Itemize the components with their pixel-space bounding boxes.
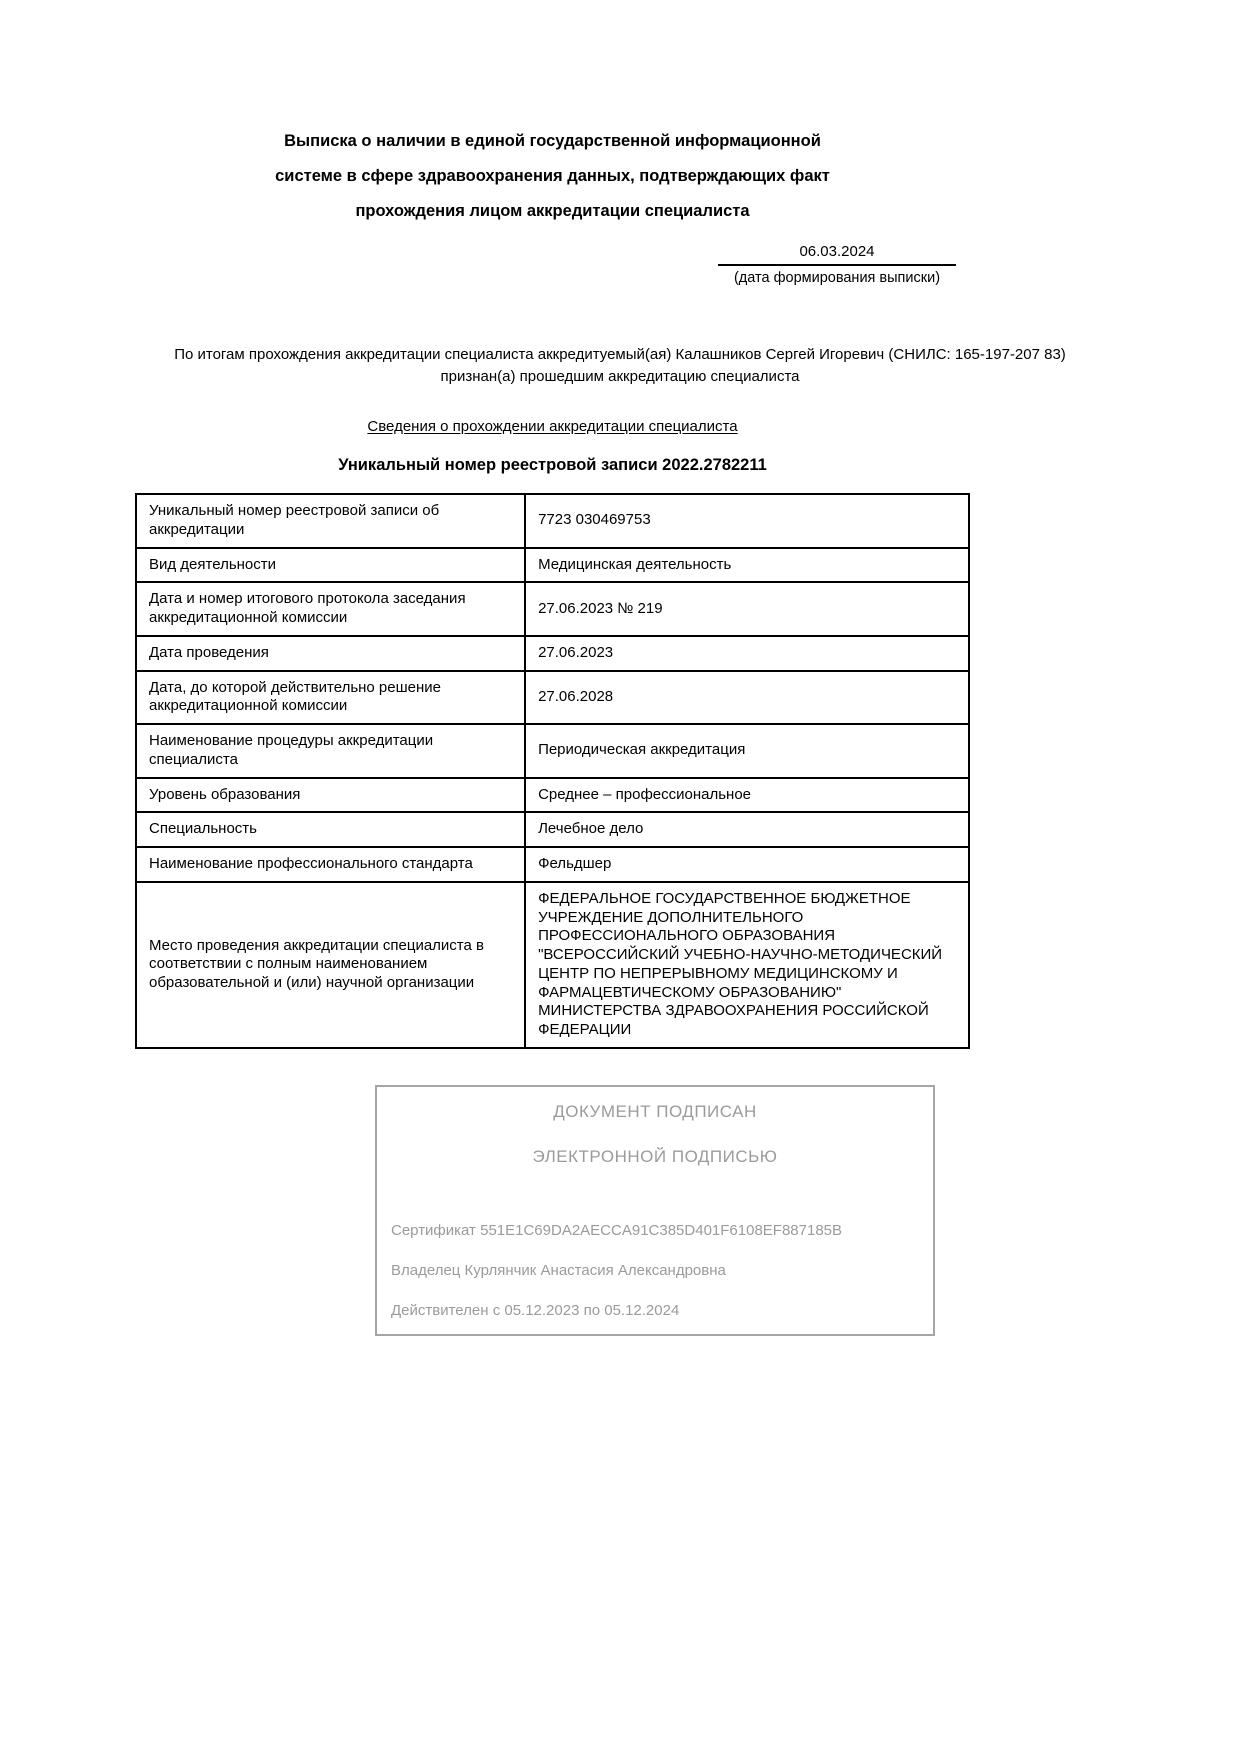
- row-value: 27.06.2028: [525, 671, 969, 725]
- table-row: [136, 724, 969, 778]
- row-label: Наименование процедуры аккредитации специалиста: [136, 724, 525, 778]
- section-heading: Сведения о прохождении аккредитации специалиста: [367, 418, 738, 435]
- row-label: Наименование профессионального стандарта: [136, 847, 525, 882]
- document-title: [135, 124, 970, 229]
- row-value: 27.06.2023 № 219: [525, 582, 969, 636]
- row-value: Периодическая аккредитация: [525, 724, 969, 778]
- table-row: [136, 778, 969, 813]
- issue-date: 06.03.2024: [718, 241, 956, 266]
- row-value: Среднее – профессиональное: [525, 778, 969, 813]
- row-label: Уровень образования: [136, 778, 525, 813]
- row-label: Место проведения аккредитации специалиста в соответствии с полным наименованием образовательной и (или) научной организации: [136, 882, 525, 1048]
- issue-date-block: [718, 241, 956, 288]
- row-value: 27.06.2023: [525, 636, 969, 671]
- row-label: Специальность: [136, 812, 525, 847]
- row-value: Лечебное дело: [525, 812, 969, 847]
- row-label: Дата проведения: [136, 636, 525, 671]
- signature-box: [375, 1085, 935, 1336]
- row-label: Вид деятельности: [136, 548, 525, 583]
- signature-certificate: Сертификат 551E1C69DA2AECCA91C385D401F6108EF887185B: [391, 1221, 843, 1239]
- document-title-line-3: прохождения лицом аккредитации специалиста: [355, 202, 750, 220]
- row-value: ФЕДЕРАЛЬНОЕ ГОСУДАРСТВЕННОЕ БЮДЖЕТНОЕ УЧРЕЖДЕНИЕ ДОПОЛНИТЕЛЬНОГО ПРОФЕССИОНАЛЬНОГО ОБРАЗОВАНИЯ "ВСЕРОССИЙСКИЙ УЧЕБНО-НАУЧНО-МЕТОДИЧЕСКИЙ ЦЕНТР ПО НЕПРЕРЫВНОМУ МЕДИЦИНСКОМУ И ФАРМАЦЕВТИЧЕСКОМУ ОБРАЗОВАНИЮ" МИНИСТЕРСТВА ЗДРАВООХРАНЕНИЯ РОССИЙСКОЙ ФЕДЕРАЦИИ: [525, 882, 969, 1048]
- registry-number: Уникальный номер реестровой записи 2022.2782211: [338, 456, 767, 474]
- row-label: Дата, до которой действительно решение аккредитационной комиссии: [136, 671, 525, 725]
- row-label: Уникальный номер реестровой записи об аккредитации: [136, 494, 525, 548]
- row-value: Фельдшер: [525, 847, 969, 882]
- table-row: [136, 548, 969, 583]
- table-row: [136, 847, 969, 882]
- table-row: [136, 636, 969, 671]
- signature-status-line-2: ЭЛЕКТРОННОЙ ПОДПИСЬЮ: [532, 1146, 778, 1166]
- issue-date-caption: (дата формирования выписки): [733, 270, 941, 286]
- signature-status-line-1: ДОКУМЕНТ ПОДПИСАН: [553, 1101, 757, 1121]
- row-value: Медицинская деятельность: [525, 548, 969, 583]
- table-row: [136, 882, 969, 1048]
- row-label: Дата и номер итогового протокола заседания аккредитационной комиссии: [136, 582, 525, 636]
- row-value: 7723 030469753: [525, 494, 969, 548]
- accreditation-table: [135, 493, 970, 1049]
- table-row: [136, 582, 969, 636]
- document-title-line-2: системе в сфере здравоохранения данных, подтверждающих факт: [275, 167, 830, 185]
- signature-validity: Действителен с 05.12.2023 по 05.12.2024: [391, 1301, 680, 1319]
- table-row: [136, 671, 969, 725]
- intro-paragraph: По итогам прохождения аккредитации специалиста аккредитуемый(ая) Калашников Сергей Игоревич (СНИЛС: 165-197-207 83) признан(а) прошедшим аккредитацию специалиста: [174, 346, 1066, 385]
- table-row: [136, 812, 969, 847]
- document-title-line-1: Выписка о наличии в единой государственной информационной: [284, 132, 821, 150]
- table-row: [136, 494, 969, 548]
- signature-owner: Владелец Курлянчик Анастасия Александровна: [391, 1261, 726, 1279]
